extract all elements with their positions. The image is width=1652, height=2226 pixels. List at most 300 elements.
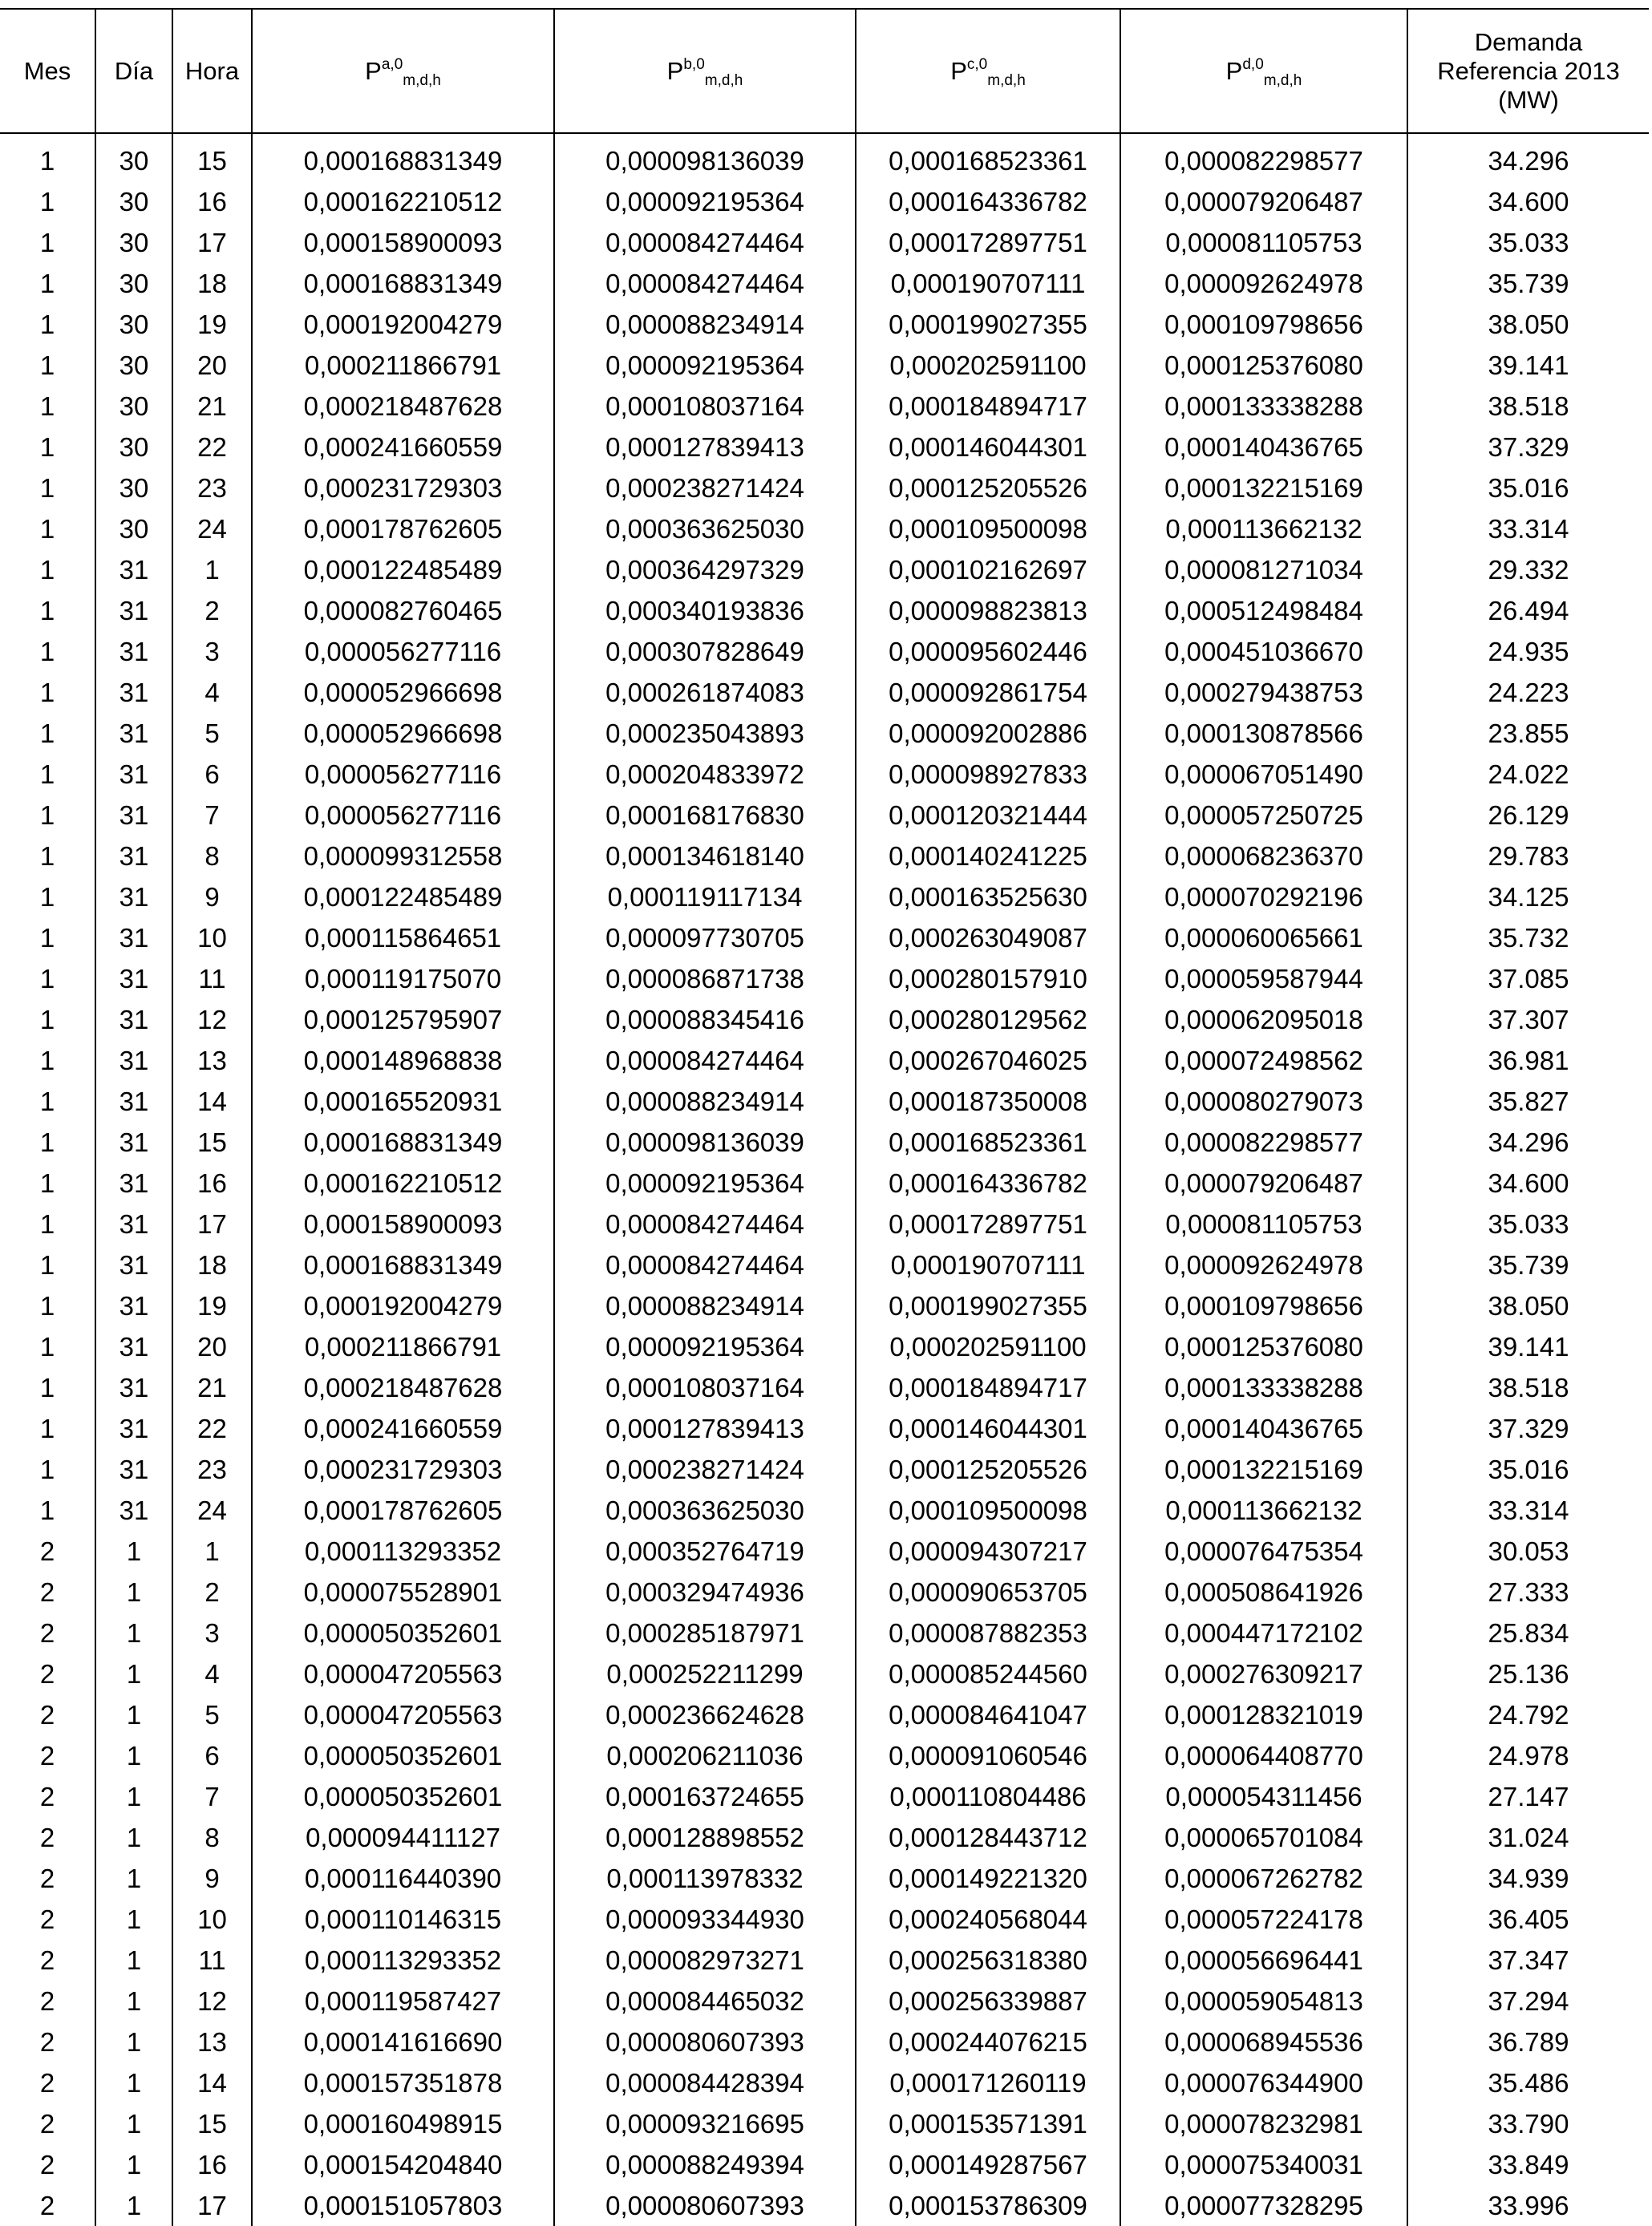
header-pd-sup: d,0 (1242, 55, 1264, 73)
pc-cell: 0,000098927833 (856, 754, 1120, 795)
hora-cell: 17 (172, 222, 252, 263)
mes-cell: 1 (39, 1005, 55, 1034)
pd-cell: 0,000057224178 (1120, 1899, 1407, 1940)
mes-cell: 1 (39, 146, 55, 176)
pc-cell: 0,000090653705 (856, 1572, 1120, 1613)
demanda-cell: 26.129 (1407, 795, 1649, 836)
demanda-cell: 24.978 (1407, 1735, 1649, 1776)
pb-cell: 0,000113978332 (554, 1858, 856, 1899)
table-row (0, 1163, 1649, 1204)
pa-cell: 0,000125795907 (252, 999, 554, 1040)
dia-cell: 31 (95, 549, 172, 590)
pa-cell: 0,000052966698 (252, 672, 554, 713)
dia-cell: 1 (95, 2062, 172, 2103)
pa-cell: 0,000211866791 (252, 1326, 554, 1367)
dia-cell: 30 (95, 345, 172, 386)
dia-cell: 1 (95, 1981, 172, 2022)
pd-cell: 0,000276309217 (1120, 1653, 1407, 1694)
pd-cell: 0,000076475354 (1120, 1531, 1407, 1572)
pa-cell: 0,000094411127 (252, 1817, 554, 1858)
mes-cell: 2 (39, 2068, 55, 2098)
hora-cell: 16 (172, 2144, 252, 2185)
demand-profile-table (0, 8, 1649, 2226)
dia-cell: 1 (95, 1735, 172, 1776)
pb-cell: 0,000134618140 (554, 836, 856, 876)
demanda-cell: 36.981 (1407, 1040, 1649, 1081)
pd-cell: 0,000092624978 (1120, 263, 1407, 304)
pa-cell: 0,000113293352 (252, 1940, 554, 1981)
table-row (0, 1694, 1649, 1735)
pc-cell: 0,000199027355 (856, 304, 1120, 345)
pa-cell: 0,000075528901 (252, 1572, 554, 1613)
pa-cell: 0,000050352601 (252, 1735, 554, 1776)
pa-cell: 0,000160498915 (252, 2103, 554, 2144)
header-mes: Mes (0, 9, 95, 133)
demanda-cell: 33.314 (1407, 508, 1649, 549)
dia-cell: 31 (95, 876, 172, 917)
mes-cell: 2 (39, 2109, 55, 2139)
dia-cell: 31 (95, 999, 172, 1040)
hora-cell: 1 (172, 549, 252, 590)
mes-cell: 1 (39, 637, 55, 666)
hora-cell: 23 (172, 467, 252, 508)
pd-cell: 0,000067262782 (1120, 1858, 1407, 1899)
mes-cell: 1 (39, 718, 55, 748)
pa-cell: 0,000192004279 (252, 304, 554, 345)
table-row (0, 1408, 1649, 1449)
pb-cell: 0,000084274464 (554, 1245, 856, 1285)
pb-cell: 0,000088345416 (554, 999, 856, 1040)
pb-cell: 0,000084274464 (554, 263, 856, 304)
pd-cell: 0,000068945536 (1120, 2022, 1407, 2062)
demanda-cell: 34.125 (1407, 876, 1649, 917)
pd-cell: 0,000133338288 (1120, 386, 1407, 427)
mes-cell: 2 (39, 1945, 55, 1975)
pd-cell: 0,000082298577 (1120, 133, 1407, 181)
dia-cell: 31 (95, 1040, 172, 1081)
hora-cell: 6 (172, 754, 252, 795)
pa-cell: 0,000082760465 (252, 590, 554, 631)
header-demanda-line2: Referencia 2013 (1437, 56, 1620, 85)
demanda-cell: 39.141 (1407, 345, 1649, 386)
mes-cell: 2 (39, 2191, 55, 2220)
pb-cell: 0,000128898552 (554, 1817, 856, 1858)
pd-cell: 0,000077328295 (1120, 2185, 1407, 2226)
header-pd (1120, 9, 1407, 133)
demanda-cell: 35.739 (1407, 263, 1649, 304)
pd-cell: 0,000076344900 (1120, 2062, 1407, 2103)
pb-cell: 0,000340193836 (554, 590, 856, 631)
table-row (0, 1653, 1649, 1694)
pc-cell: 0,000153571391 (856, 2103, 1120, 2144)
mes-cell: 1 (39, 1087, 55, 1116)
header-pb-sub: m,d,h (704, 71, 743, 89)
demanda-cell: 26.494 (1407, 590, 1649, 631)
pd-cell: 0,000113662132 (1120, 1490, 1407, 1531)
demanda-cell: 37.329 (1407, 1408, 1649, 1449)
demanda-cell: 37.307 (1407, 999, 1649, 1040)
mes-cell: 1 (39, 1414, 55, 1443)
pc-cell: 0,000164336782 (856, 1163, 1120, 1204)
hora-cell: 7 (172, 795, 252, 836)
pd-cell: 0,000512498484 (1120, 590, 1407, 631)
table-row (0, 2103, 1649, 2144)
pb-cell: 0,000163724655 (554, 1776, 856, 1817)
mes-cell: 1 (39, 1291, 55, 1321)
pb-cell: 0,000084465032 (554, 1981, 856, 2022)
table-row (0, 1367, 1649, 1408)
pc-cell: 0,000267046025 (856, 1040, 1120, 1081)
header-demanda (1407, 9, 1649, 133)
pa-cell: 0,000122485489 (252, 876, 554, 917)
table-row (0, 1081, 1649, 1122)
table-row (0, 1204, 1649, 1245)
table-row (0, 876, 1649, 917)
mes-cell: 2 (39, 1659, 55, 1689)
pc-cell: 0,000202591100 (856, 345, 1120, 386)
table-row (0, 1776, 1649, 1817)
hora-cell: 10 (172, 1899, 252, 1940)
table-body (0, 133, 1649, 2226)
dia-cell: 31 (95, 1285, 172, 1326)
pb-cell: 0,000206211036 (554, 1735, 856, 1776)
pa-cell: 0,000168831349 (252, 133, 554, 181)
dia-cell: 1 (95, 1531, 172, 1572)
mes-cell: 1 (39, 432, 55, 462)
pb-cell: 0,000088234914 (554, 1081, 856, 1122)
pb-cell: 0,000238271424 (554, 467, 856, 508)
dia-cell: 30 (95, 304, 172, 345)
hora-cell: 13 (172, 1040, 252, 1081)
mes-cell: 1 (39, 1495, 55, 1525)
pd-cell: 0,000451036670 (1120, 631, 1407, 672)
pa-cell: 0,000178762605 (252, 1490, 554, 1531)
mes-cell: 2 (39, 1904, 55, 1934)
dia-cell: 31 (95, 713, 172, 754)
pa-cell: 0,000050352601 (252, 1613, 554, 1653)
pa-cell: 0,000158900093 (252, 222, 554, 263)
pa-cell: 0,000231729303 (252, 1449, 554, 1490)
hora-cell: 19 (172, 1285, 252, 1326)
pc-cell: 0,000280129562 (856, 999, 1120, 1040)
dia-cell: 31 (95, 1245, 172, 1285)
pb-cell: 0,000168176830 (554, 795, 856, 836)
demanda-cell: 24.022 (1407, 754, 1649, 795)
mes-cell: 2 (39, 2150, 55, 2179)
dia-cell: 31 (95, 631, 172, 672)
table-row (0, 754, 1649, 795)
dia-cell: 31 (95, 1449, 172, 1490)
dia-cell: 31 (95, 795, 172, 836)
pd-cell: 0,000059054813 (1120, 1981, 1407, 2022)
pd-cell: 0,000057250725 (1120, 795, 1407, 836)
table-row (0, 2144, 1649, 2185)
mes-cell: 1 (39, 514, 55, 544)
pd-cell: 0,000070292196 (1120, 876, 1407, 917)
pb-cell: 0,000098136039 (554, 133, 856, 181)
pc-cell: 0,000244076215 (856, 2022, 1120, 2062)
pb-cell: 0,000093344930 (554, 1899, 856, 1940)
header-dia: Día (95, 9, 172, 133)
table-row (0, 1326, 1649, 1367)
pb-cell: 0,000307828649 (554, 631, 856, 672)
demanda-cell: 33.849 (1407, 2144, 1649, 2185)
header-pc-sub: m,d,h (987, 71, 1026, 89)
dia-cell: 30 (95, 508, 172, 549)
table-row (0, 304, 1649, 345)
table-row (0, 1899, 1649, 1940)
header-pc-sup: c,0 (966, 55, 988, 73)
pd-cell: 0,000059587944 (1120, 958, 1407, 999)
demanda-cell: 35.033 (1407, 1204, 1649, 1245)
table-row (0, 1817, 1649, 1858)
dia-cell: 1 (95, 1776, 172, 1817)
pa-cell: 0,000168831349 (252, 1122, 554, 1163)
dia-cell: 1 (95, 1817, 172, 1858)
mes-cell: 2 (39, 1741, 55, 1771)
dia-cell: 1 (95, 1940, 172, 1981)
demanda-cell: 29.783 (1407, 836, 1649, 876)
pb-cell: 0,000261874083 (554, 672, 856, 713)
header-row (0, 9, 1649, 133)
pb-cell: 0,000285187971 (554, 1613, 856, 1653)
pd-cell: 0,000065701084 (1120, 1817, 1407, 1858)
header-pd-sub: m,d,h (1263, 71, 1302, 89)
pc-cell: 0,000263049087 (856, 917, 1120, 958)
demanda-cell: 30.053 (1407, 1531, 1649, 1572)
hora-cell: 11 (172, 958, 252, 999)
header-demanda-line1: Demanda (1474, 27, 1583, 56)
pc-cell: 0,000280157910 (856, 958, 1120, 999)
table-row (0, 999, 1649, 1040)
pb-cell: 0,000252211299 (554, 1653, 856, 1694)
hora-cell: 14 (172, 2062, 252, 2103)
demanda-cell: 36.789 (1407, 2022, 1649, 2062)
pc-cell: 0,000095602446 (856, 631, 1120, 672)
pa-cell: 0,000218487628 (252, 1367, 554, 1408)
mes-cell: 2 (39, 1782, 55, 1811)
pc-cell: 0,000149221320 (856, 1858, 1120, 1899)
pd-cell: 0,000079206487 (1120, 181, 1407, 222)
mes-cell: 1 (39, 228, 55, 257)
pb-cell: 0,000108037164 (554, 1367, 856, 1408)
header-demanda-line3: (MW) (1498, 85, 1559, 114)
pa-cell: 0,000241660559 (252, 427, 554, 467)
table-row (0, 467, 1649, 508)
mes-cell: 1 (39, 1209, 55, 1239)
hora-cell: 10 (172, 917, 252, 958)
demanda-cell: 35.827 (1407, 1081, 1649, 1122)
mes-cell: 1 (39, 350, 55, 380)
pb-cell: 0,000364297329 (554, 549, 856, 590)
demanda-cell: 35.739 (1407, 1245, 1649, 1285)
demanda-cell: 25.834 (1407, 1613, 1649, 1653)
mes-cell: 1 (39, 1046, 55, 1075)
pc-cell: 0,000094307217 (856, 1531, 1120, 1572)
mes-cell: 2 (39, 1577, 55, 1607)
pd-cell: 0,000081105753 (1120, 222, 1407, 263)
demanda-cell: 38.518 (1407, 1367, 1649, 1408)
table-row (0, 958, 1649, 999)
pa-cell: 0,000115864651 (252, 917, 554, 958)
dia-cell: 31 (95, 836, 172, 876)
hora-cell: 20 (172, 1326, 252, 1367)
demanda-cell: 34.600 (1407, 1163, 1649, 1204)
mes-cell: 2 (39, 1986, 55, 2016)
demanda-cell: 34.939 (1407, 1858, 1649, 1899)
pc-cell: 0,000109500098 (856, 508, 1120, 549)
pd-cell: 0,000072498562 (1120, 1040, 1407, 1081)
mes-cell: 1 (39, 1168, 55, 1198)
pa-cell: 0,000110146315 (252, 1899, 554, 1940)
hora-cell: 3 (172, 1613, 252, 1653)
pd-cell: 0,000140436765 (1120, 427, 1407, 467)
pd-cell: 0,000447172102 (1120, 1613, 1407, 1653)
mes-cell: 1 (39, 882, 55, 912)
pc-cell: 0,000102162697 (856, 549, 1120, 590)
pc-cell: 0,000168523361 (856, 1122, 1120, 1163)
pd-cell: 0,000078232981 (1120, 2103, 1407, 2144)
demanda-cell: 38.050 (1407, 304, 1649, 345)
table-row (0, 1735, 1649, 1776)
demanda-cell: 23.855 (1407, 713, 1649, 754)
pd-cell: 0,000109798656 (1120, 304, 1407, 345)
demanda-cell: 35.016 (1407, 467, 1649, 508)
dia-cell: 31 (95, 1163, 172, 1204)
dia-cell: 1 (95, 1858, 172, 1899)
table-row (0, 1245, 1649, 1285)
pb-cell: 0,000108037164 (554, 386, 856, 427)
pc-cell: 0,000171260119 (856, 2062, 1120, 2103)
document-page (0, 8, 1649, 2226)
mes-cell: 2 (39, 1700, 55, 1730)
hora-cell: 21 (172, 386, 252, 427)
mes-cell: 2 (39, 1823, 55, 1852)
pd-cell: 0,000081105753 (1120, 1204, 1407, 1245)
mes-cell: 1 (39, 187, 55, 217)
pb-cell: 0,000086871738 (554, 958, 856, 999)
pb-cell: 0,000088234914 (554, 304, 856, 345)
table-row (0, 427, 1649, 467)
pd-cell: 0,000060065661 (1120, 917, 1407, 958)
table-row (0, 1122, 1649, 1163)
demanda-cell: 34.296 (1407, 133, 1649, 181)
table-row (0, 836, 1649, 876)
header-pb (554, 9, 856, 133)
pc-cell: 0,000125205526 (856, 467, 1120, 508)
hora-cell: 12 (172, 1981, 252, 2022)
mes-cell: 1 (39, 759, 55, 789)
pd-cell: 0,000062095018 (1120, 999, 1407, 1040)
pb-cell: 0,000084274464 (554, 222, 856, 263)
pd-cell: 0,000056696441 (1120, 1940, 1407, 1981)
demanda-cell: 38.050 (1407, 1285, 1649, 1326)
table-row (0, 672, 1649, 713)
demanda-cell: 24.223 (1407, 672, 1649, 713)
pa-cell: 0,000116440390 (252, 1858, 554, 1899)
hora-cell: 19 (172, 304, 252, 345)
demanda-cell: 35.486 (1407, 2062, 1649, 2103)
dia-cell: 30 (95, 181, 172, 222)
pb-cell: 0,000098136039 (554, 1122, 856, 1163)
header-pc (856, 9, 1120, 133)
table-row (0, 181, 1649, 222)
table-row (0, 549, 1649, 590)
table-row (0, 386, 1649, 427)
dia-cell: 1 (95, 1694, 172, 1735)
mes-cell: 1 (39, 555, 55, 585)
mes-cell: 1 (39, 841, 55, 871)
pd-cell: 0,000508641926 (1120, 1572, 1407, 1613)
hora-cell: 11 (172, 1940, 252, 1981)
table-row (0, 1858, 1649, 1899)
mes-cell: 1 (39, 1332, 55, 1362)
pa-cell: 0,000162210512 (252, 181, 554, 222)
pc-cell: 0,000256339887 (856, 1981, 1120, 2022)
table-row (0, 345, 1649, 386)
pb-cell: 0,000238271424 (554, 1449, 856, 1490)
pd-cell: 0,000080279073 (1120, 1081, 1407, 1122)
pc-cell: 0,000187350008 (856, 1081, 1120, 1122)
pc-cell: 0,000091060546 (856, 1735, 1120, 1776)
header-pc-base: P (950, 56, 967, 85)
table-row (0, 133, 1649, 181)
pd-cell: 0,000064408770 (1120, 1735, 1407, 1776)
header-pa (252, 9, 554, 133)
demanda-cell: 35.016 (1407, 1449, 1649, 1490)
table-row (0, 713, 1649, 754)
hora-cell: 2 (172, 1572, 252, 1613)
pd-cell: 0,000082298577 (1120, 1122, 1407, 1163)
hora-cell: 2 (172, 590, 252, 631)
demanda-cell: 34.600 (1407, 181, 1649, 222)
pa-cell: 0,000168831349 (252, 1245, 554, 1285)
pd-cell: 0,000130878566 (1120, 713, 1407, 754)
table-row (0, 2185, 1649, 2226)
dia-cell: 31 (95, 1490, 172, 1531)
pc-cell: 0,000092002886 (856, 713, 1120, 754)
hora-cell: 16 (172, 181, 252, 222)
hora-cell: 22 (172, 427, 252, 467)
demanda-cell: 27.333 (1407, 1572, 1649, 1613)
header-pd-base: P (1225, 56, 1243, 85)
hora-cell: 5 (172, 1694, 252, 1735)
table-row (0, 263, 1649, 304)
pc-cell: 0,000092861754 (856, 672, 1120, 713)
table-row (0, 1940, 1649, 1981)
pa-cell: 0,000119587427 (252, 1981, 554, 2022)
pa-cell: 0,000151057803 (252, 2185, 554, 2226)
table-row (0, 508, 1649, 549)
demanda-cell: 24.935 (1407, 631, 1649, 672)
pa-cell: 0,000231729303 (252, 467, 554, 508)
pc-cell: 0,000184894717 (856, 386, 1120, 427)
header-pb-base: P (666, 56, 684, 85)
pa-cell: 0,000157351878 (252, 2062, 554, 2103)
pa-cell: 0,000154204840 (252, 2144, 554, 2185)
dia-cell: 30 (95, 427, 172, 467)
table-header (0, 9, 1649, 133)
pb-cell: 0,000204833972 (554, 754, 856, 795)
table-row (0, 631, 1649, 672)
pa-cell: 0,000052966698 (252, 713, 554, 754)
mes-cell: 1 (39, 923, 55, 953)
dia-cell: 31 (95, 1122, 172, 1163)
hora-cell: 3 (172, 631, 252, 672)
mes-cell: 1 (39, 1250, 55, 1280)
mes-cell: 1 (39, 596, 55, 625)
pb-cell: 0,000236624628 (554, 1694, 856, 1735)
